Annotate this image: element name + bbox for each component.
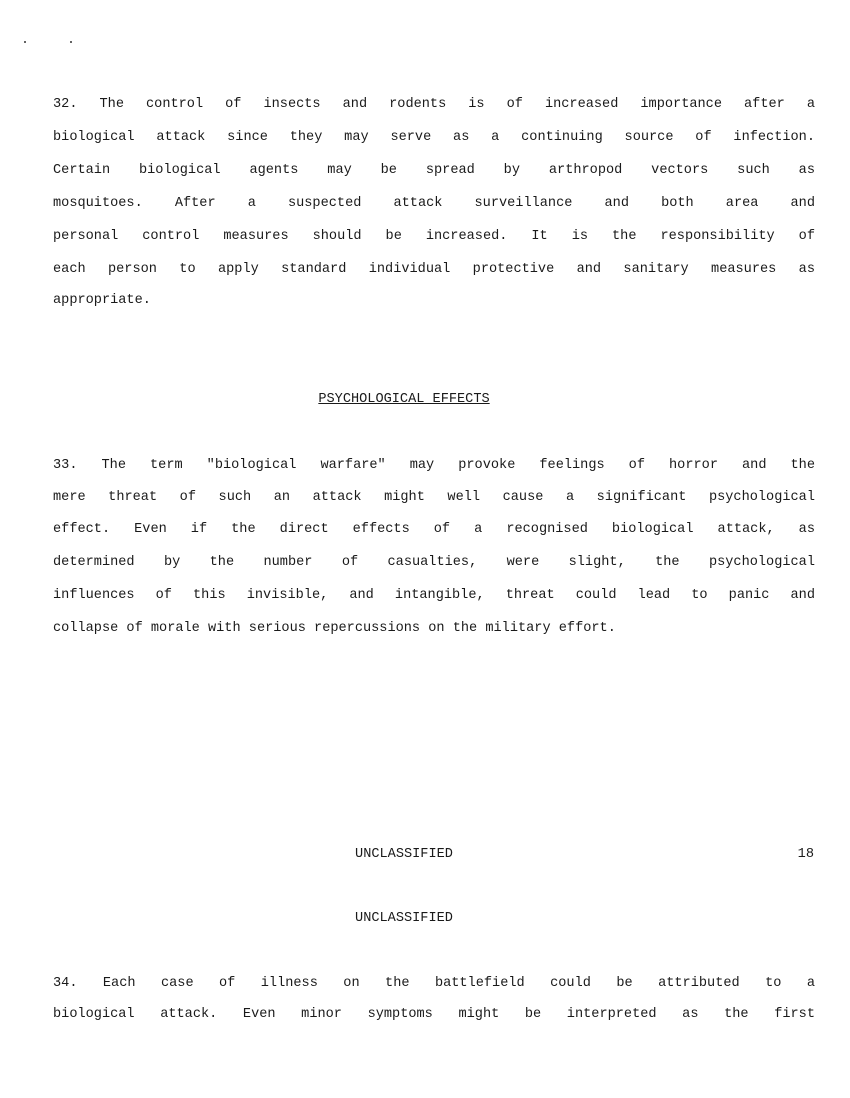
paragraph-line: 33. The term "biological warfare" may provoke feelings of horror and the xyxy=(53,458,815,473)
paragraph-line: influences of this invisible, and intangible, threat could lead to panic and xyxy=(53,588,815,603)
paragraph-line: 32. The control of insects and rodents is of increased importance after a xyxy=(53,97,815,112)
section-heading xyxy=(0,392,808,408)
footer-classification-text: UNCLASSIFIED xyxy=(355,847,453,862)
paragraph-line: mere threat of such an attack might well cause a significant psychological xyxy=(53,490,815,505)
paragraph-line: personal control measures should be increased. It is the responsibility of xyxy=(53,229,815,244)
paragraph-line: determined by the number of casualties, were slight, the psychological xyxy=(53,555,815,570)
scan-speck xyxy=(24,41,26,43)
paragraph-line: biological attack since they may serve as a continuing source of infection. xyxy=(53,130,815,145)
paragraph-line: appropriate. xyxy=(53,293,151,308)
paragraph-line: Certain biological agents may be spread by arthropod vectors such as xyxy=(53,163,815,178)
paragraph-line: biological attack. Even minor symptoms might be interpreted as the first xyxy=(53,1007,815,1022)
paragraph-line: effect. Even if the direct effects of a recognised biological attack, as xyxy=(53,522,815,537)
paragraph-line: mosquitoes. After a suspected attack surveillance and both area and xyxy=(53,196,815,211)
paragraph-line: each person to apply standard individual protective and sanitary measures as xyxy=(53,262,815,277)
header-classification-text: UNCLASSIFIED xyxy=(355,911,453,926)
paragraph-line: 34. Each case of illness on the battlefield could be attributed to a xyxy=(53,976,815,991)
footer-classification xyxy=(0,847,808,863)
page-number: 18 xyxy=(797,847,814,862)
header-classification xyxy=(0,911,808,927)
scan-speck xyxy=(70,41,72,43)
paragraph-line: collapse of morale with serious repercussions on the military effort. xyxy=(53,621,616,636)
section-heading-text: PSYCHOLOGICAL EFFECTS xyxy=(318,392,490,407)
